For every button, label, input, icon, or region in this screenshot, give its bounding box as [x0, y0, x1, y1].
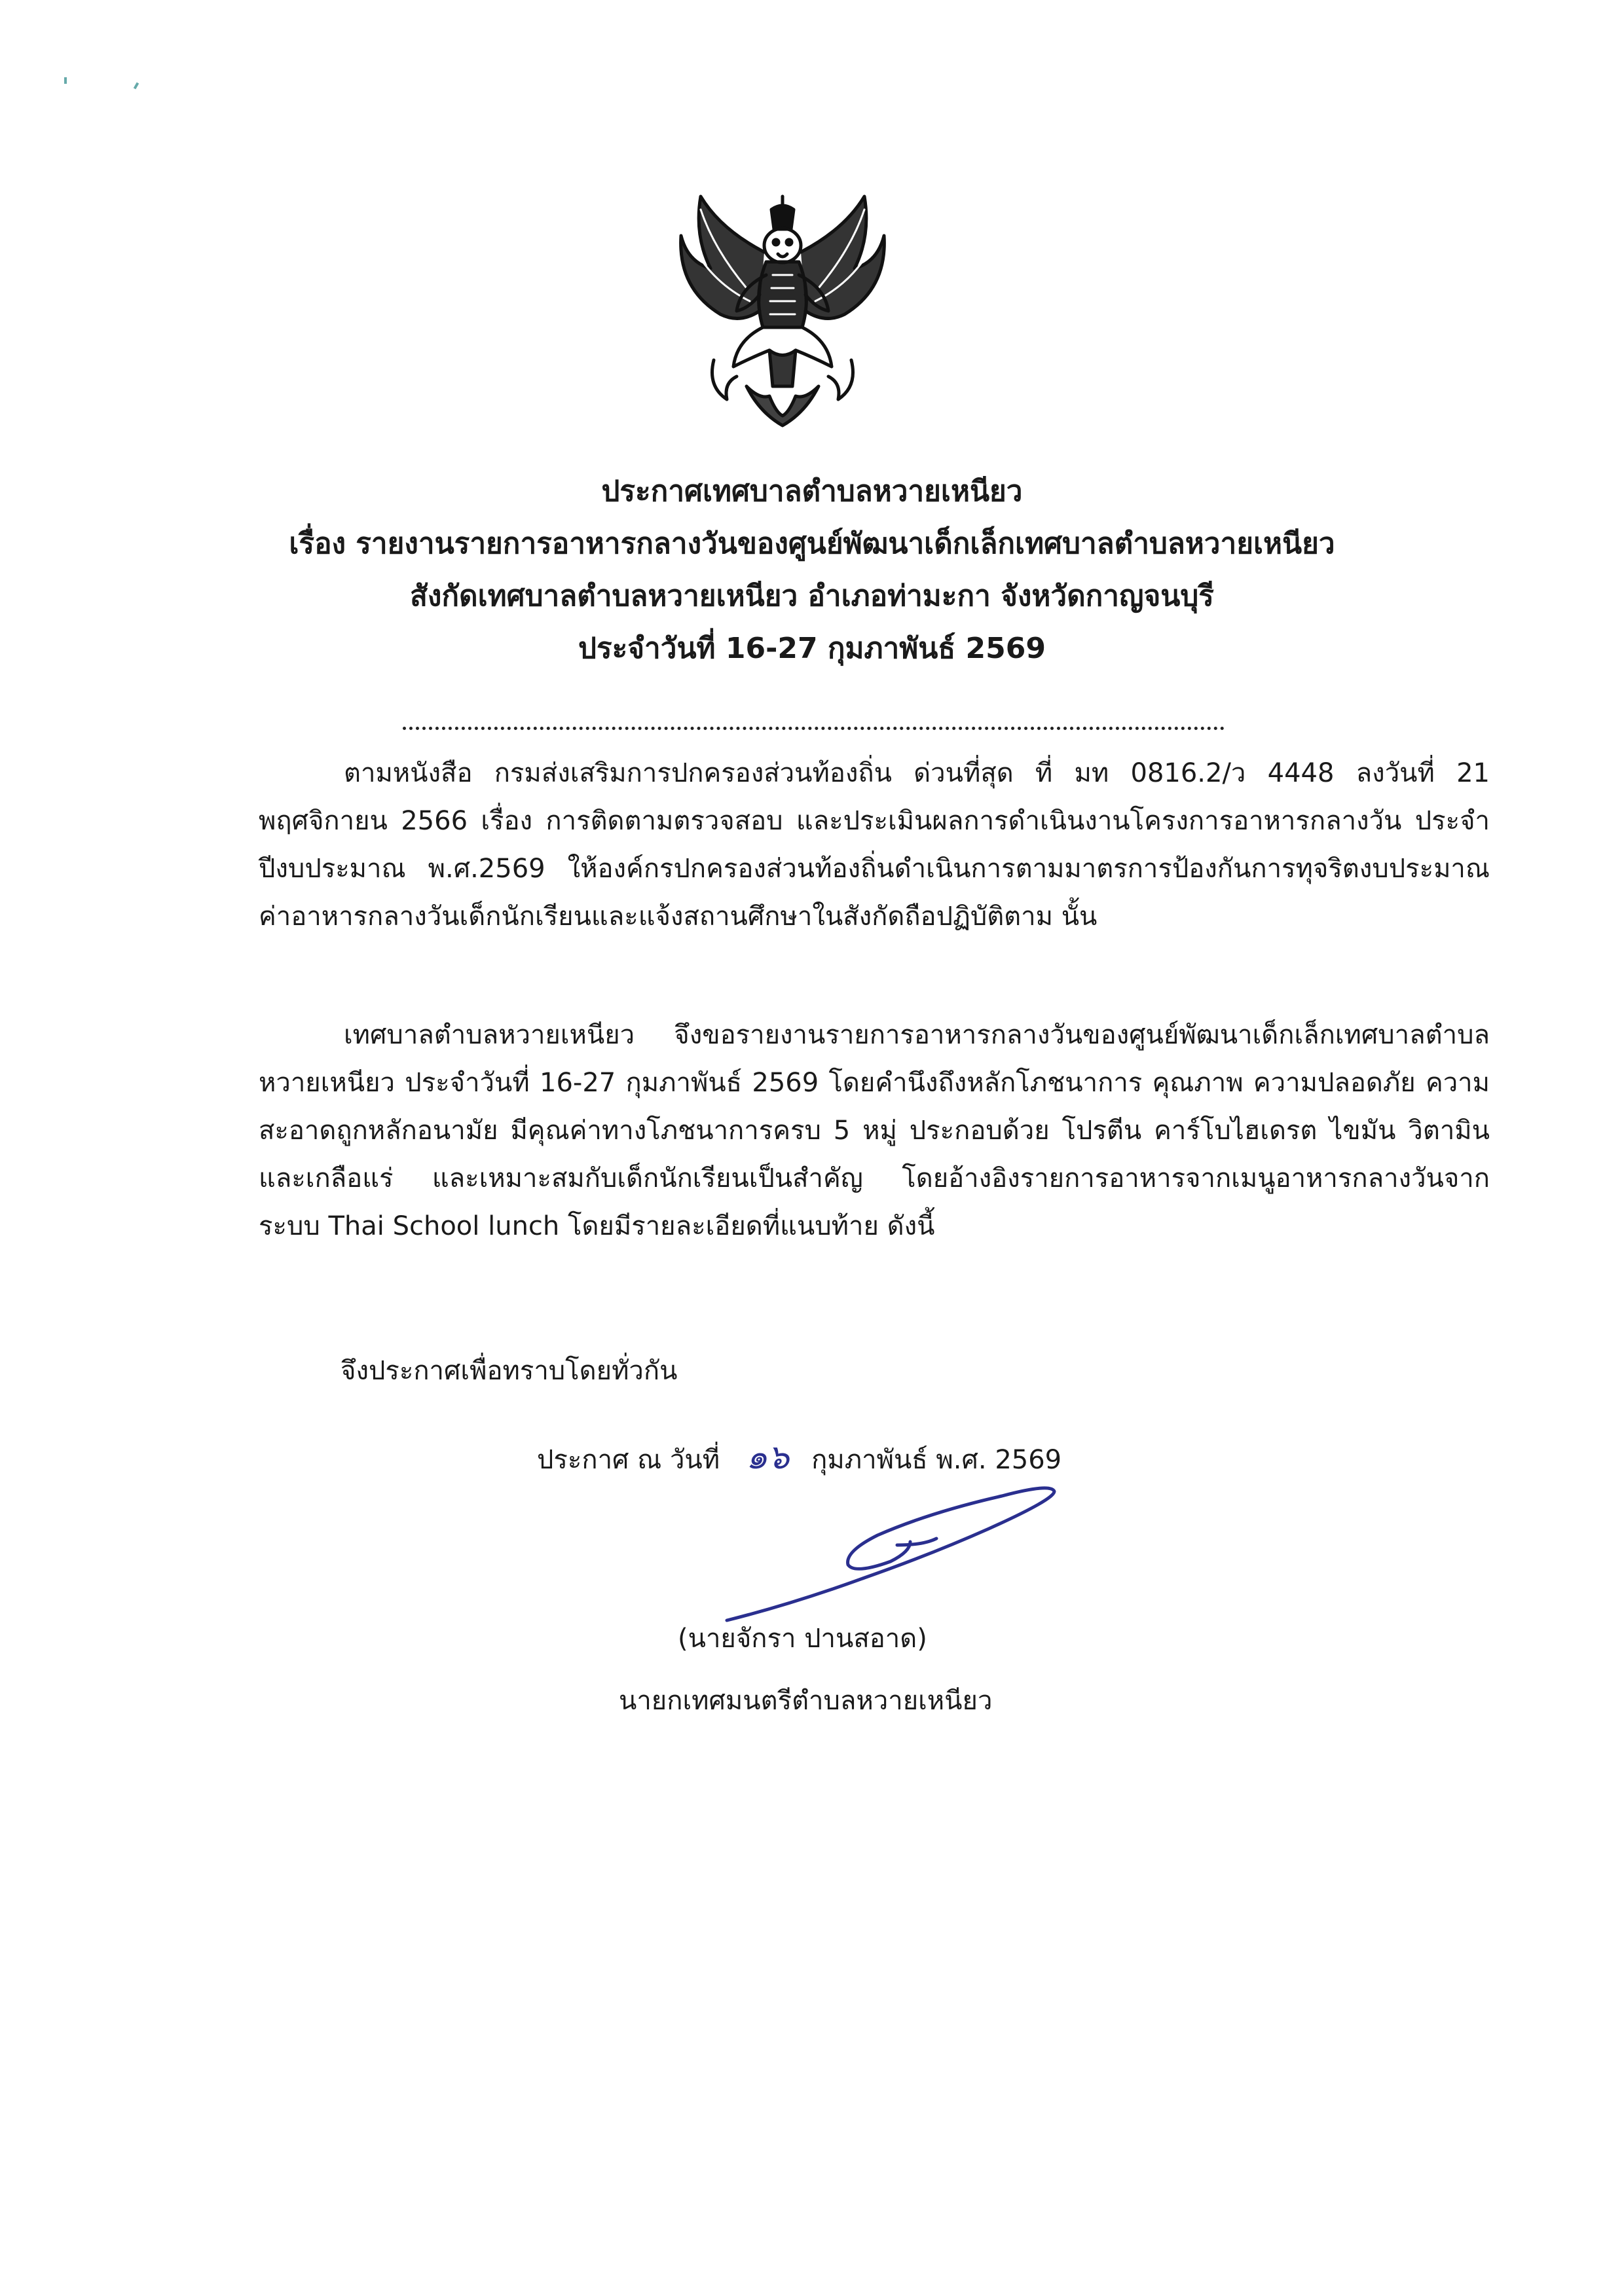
scan-speck	[134, 82, 139, 90]
body-paragraph-1	[259, 750, 1490, 941]
signer-name: (นายจักรา ปานสอาด)	[678, 1624, 927, 1654]
announcement-date-range: ประจำวันที่ 16-27 กุมภาพันธ์ 2569	[578, 632, 1046, 665]
body-paragraph-2	[259, 1011, 1490, 1250]
announcement-title: ประกาศเทศบาลตำบลหวายเหนียว	[601, 475, 1023, 508]
handwritten-signature-icon	[714, 1480, 1080, 1630]
scan-speck	[64, 77, 67, 84]
dotted-divider	[403, 727, 1225, 730]
body-paragraph-1-text: ตามหนังสือ กรมส่งเสริมการปกครองส่วนท้องถิ่น ด่วนที่สุด ที่ มท 0816.2/ว 4448 ลงวันที่ 21 พฤศจิกายน 2566 เรื่อง การติดตามตรวจสอบ และประเมินผลการดำเนินงานโครงการอาหารกลางวัน ประจำปีงบประมาณ พ.ศ.2569 ให้องค์กรปกครองส่วนท้องถิ่นดำเนินการตามมาตรการป้องกันการทุจริตงบประมาณค่าอาหารกลางวันเด็กนักเรียนและแจ้งสถานศึกษาในสังกัดถือปฏิบัติตาม นั้น	[259, 758, 1490, 932]
announcement-affiliation: สังกัดเทศบาลตำบลหวายเหนียว อำเภอท่ามะกา จังหวัดกาญจนบุรี	[410, 579, 1214, 613]
announcement-subject: เรื่อง รายงานรายการอาหารกลางวันของศูนย์พัฒนาเด็กเล็กเทศบาลตำบลหวายเหนียว	[289, 527, 1335, 560]
handwritten-day: ๑๖	[746, 1438, 790, 1477]
announcement-date-line	[537, 1437, 1061, 1478]
closing-statement: จึงประกาศเพื่อทราบโดยทั่วกัน	[341, 1356, 678, 1386]
body-paragraph-2-text: เทศบาลตำบลหวายเหนียว จึงขอรายงานรายการอาหารกลางวันของศูนย์พัฒนาเด็กเล็กเทศบาลตำบลหวายเหนียว ประจำวันที่ 16-27 กุมภาพันธ์ 2569 โดยคำนึงถึงหลักโภชนาการ คุณภาพ ความปลอดภัย ความสะอาดถูกหลักอนามัย มีคุณค่าทางโภชนาการครบ 5 หมู่ ประกอบด้วย โปรตีน คาร์โบไฮเดรต ไขมัน วิตามิน และเกลือแร่ และเหมาะสมกับเด็กนักเรียนเป็นสำคัญ โดยอ้างอิงรายการอาหารจากเมนูอาหารกลางวันจากระบบ Thai School lunch โดยมีรายละเอียดที่แนบท้าย ดังนี้	[259, 1020, 1490, 1241]
garuda-emblem-icon	[674, 190, 891, 432]
date-prefix: ประกาศ ณ วันที่	[537, 1445, 720, 1475]
signer-title: นายกเทศมนตรีตำบลหวายเหนียว	[619, 1686, 993, 1716]
date-suffix: กุมภาพันธ์ พ.ศ. 2569	[811, 1445, 1062, 1475]
